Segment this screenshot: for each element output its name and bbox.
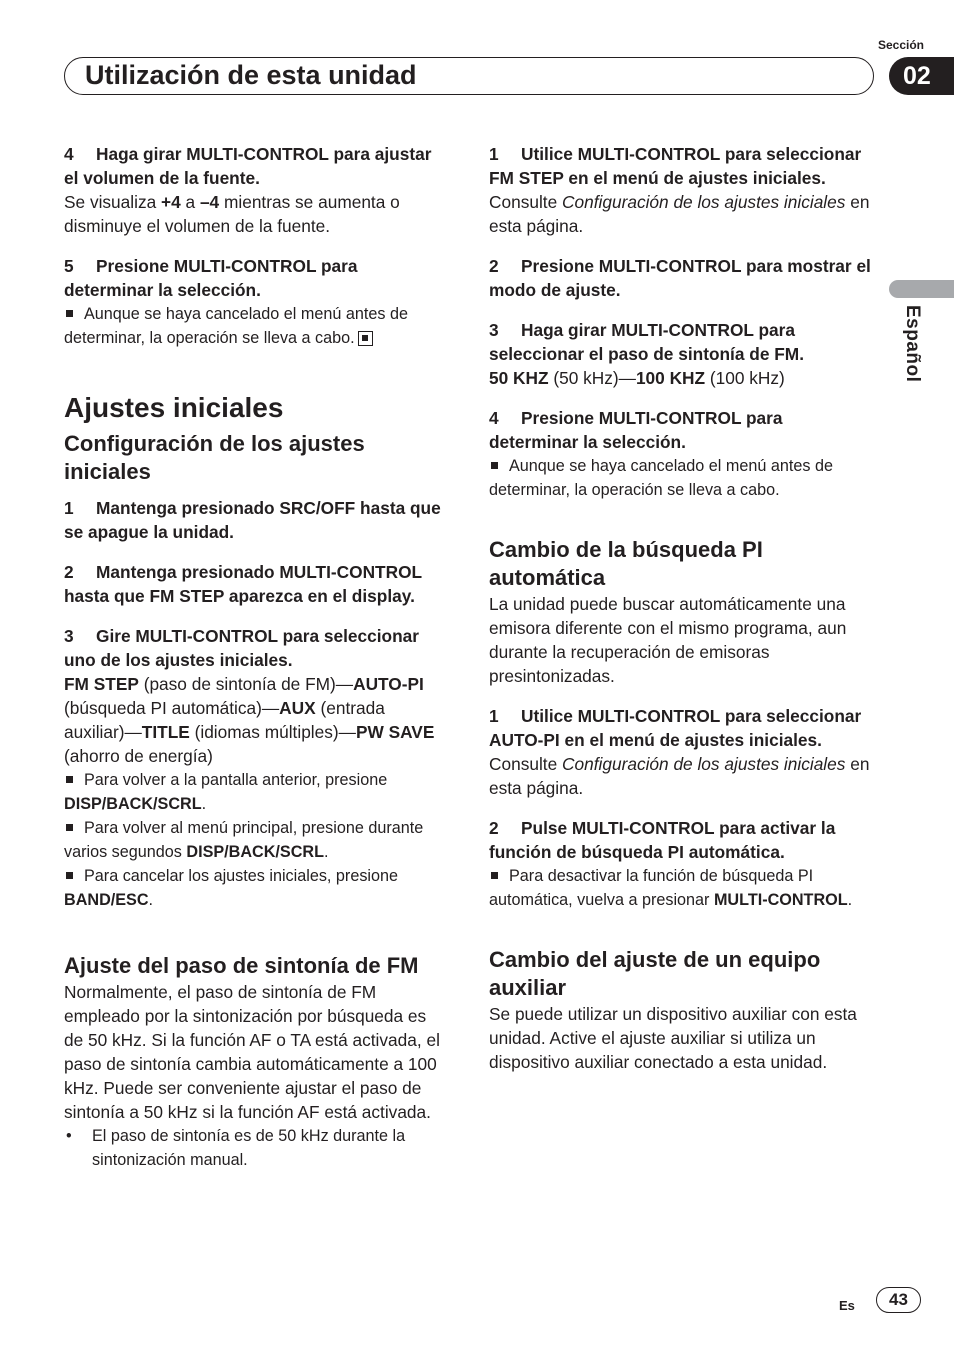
text-run: en esta página. xyxy=(489,192,870,236)
step-number: 4 xyxy=(64,144,74,164)
square-bullet-icon xyxy=(66,776,73,783)
subsection-heading: Cambio de la búsqueda PI automática xyxy=(489,537,763,590)
square-bullet-icon xyxy=(66,872,73,879)
bold-run: BAND/ESC xyxy=(64,891,149,909)
step-text: Pulse MULTI-CONTROL para activar la función de búsqueda PI automática. xyxy=(489,818,836,862)
note-item xyxy=(64,864,450,912)
bold-run: FM STEP xyxy=(64,674,139,694)
step-heading xyxy=(489,142,875,190)
bullet-item xyxy=(64,1124,450,1172)
text-run: (búsqueda PI automática)— xyxy=(64,698,280,718)
note-item xyxy=(489,864,875,912)
square-bullet-icon xyxy=(491,462,498,469)
step-heading xyxy=(489,254,875,302)
section-number-tab: 02 xyxy=(889,57,954,95)
text-run: (entrada auxiliar)— xyxy=(64,698,385,742)
text-run: . xyxy=(148,891,154,909)
note-item xyxy=(64,816,450,864)
note-text: Aunque se haya cancelado el menú antes de determinar, la operación se lleva a cabo. xyxy=(489,457,833,499)
step-number: 4 xyxy=(489,408,499,428)
text-run: (100 kHz) xyxy=(705,368,785,388)
bullet-text: El paso de sintonía es de 50 kHz durante la sintonización manual. xyxy=(92,1127,406,1169)
bold-run: PW SAVE xyxy=(355,722,435,742)
text-run: Se visualiza xyxy=(64,192,162,212)
step-number: 1 xyxy=(489,706,499,726)
step-number: 2 xyxy=(489,256,499,276)
step-number: 1 xyxy=(489,144,499,164)
page-title: Utilización de esta unidad xyxy=(85,60,417,90)
end-mark-icon xyxy=(358,331,373,346)
text-run: Consulte xyxy=(489,754,563,774)
step-number: 2 xyxy=(64,562,74,582)
body-text: La unidad puede buscar automáticamente una emisora diferente con el mismo programa, aun durante la recuperación de emisoras presintonizadas. xyxy=(489,594,847,686)
note-text: Aunque se haya cancelado el menú antes de determinar, la operación se lleva a cabo. xyxy=(64,305,408,347)
step-text: Presione MULTI-CONTROL para mostrar el modo de ajuste. xyxy=(489,256,871,300)
text-run: (ahorro de energía) xyxy=(64,746,213,766)
subsection-heading: Ajuste del paso de sintonía de FM xyxy=(64,953,419,978)
step-number: 2 xyxy=(489,818,499,838)
step-number: 3 xyxy=(489,320,499,340)
step-heading xyxy=(64,254,450,302)
footer-language-code: Es xyxy=(839,1298,855,1313)
step-heading xyxy=(489,704,875,752)
text-run: (paso de sintonía de FM)— xyxy=(138,674,354,694)
step-text: Mantenga presionado MULTI-CONTROL hasta que FM STEP aparezca en el display. xyxy=(64,562,422,606)
bullet-dot: • xyxy=(66,1127,72,1145)
header-bar xyxy=(64,57,874,95)
cross-reference: Configuración de los ajustes iniciales xyxy=(562,192,846,212)
right-column xyxy=(489,142,875,1074)
step-heading xyxy=(64,624,450,672)
step-text: Presione MULTI-CONTROL para determinar la selección. xyxy=(489,408,783,452)
bold-run: AUTO-PI xyxy=(353,674,424,694)
step-text: Presione MULTI-CONTROL para determinar la selección. xyxy=(64,256,358,300)
bold-run: 100 KHZ xyxy=(635,368,706,388)
text-run: en esta página. xyxy=(489,754,870,798)
step-number: 1 xyxy=(64,498,74,518)
step-heading xyxy=(64,142,450,190)
step-text: Utilice MULTI-CONTROL para seleccionar AUTO-PI en el menú de ajustes iniciales. xyxy=(489,706,862,750)
language-label: Español xyxy=(902,305,923,383)
language-tab xyxy=(889,280,954,298)
body-text: Se puede utilizar un dispositivo auxiliar con esta unidad. Active el ajuste auxiliar si utiliza un dispositivo auxiliar conectado a esta unidad. xyxy=(489,1004,857,1072)
text-run: . xyxy=(324,843,329,861)
bold-run: MULTI-CONTROL xyxy=(713,891,848,909)
body-text xyxy=(489,752,875,800)
text-run: (idiomas múltiples)— xyxy=(189,722,356,742)
text-run: . xyxy=(847,891,853,909)
bold-run: AUX xyxy=(279,698,316,718)
body-text xyxy=(64,190,450,238)
body-text xyxy=(64,672,450,768)
step-text: Mantenga presionado SRC/OFF hasta que se apague la unidad. xyxy=(64,498,441,542)
page-number: 43 xyxy=(876,1287,921,1313)
text-run: . xyxy=(201,795,207,813)
body-text xyxy=(489,366,875,390)
note-text: Para desactivar la función de búsqueda PI automática, vuelva a presionar xyxy=(489,867,814,909)
subsection-heading: Cambio del ajuste de un equipo auxiliar xyxy=(489,947,821,1000)
section-heading: Ajustes iniciales xyxy=(64,392,284,423)
square-bullet-icon xyxy=(66,310,73,317)
text-run: Consulte xyxy=(489,192,563,212)
bold-run: –4 xyxy=(199,192,220,212)
section-label: Sección xyxy=(877,38,925,52)
step-text: Haga girar MULTI-CONTROL para seleccionar el paso de sintonía de FM. xyxy=(489,320,804,364)
step-text: Haga girar MULTI-CONTROL para ajustar el volumen de la fuente. xyxy=(64,144,432,188)
step-number: 3 xyxy=(64,626,74,646)
step-heading xyxy=(64,496,450,544)
step-heading xyxy=(489,318,875,366)
bold-run: TITLE xyxy=(141,722,190,742)
body-text xyxy=(489,190,875,238)
note-item xyxy=(64,768,450,816)
bold-run: 50 KHZ xyxy=(489,368,549,388)
note-text: Para volver al menú principal, presione durante varios segundos xyxy=(64,819,424,861)
note-text: Para cancelar los ajustes iniciales, presione xyxy=(84,867,399,885)
step-heading xyxy=(489,406,875,454)
note-text: Para volver a la pantalla anterior, presione xyxy=(84,771,388,789)
step-heading xyxy=(64,560,450,608)
text-run: a xyxy=(180,192,200,212)
step-number: 5 xyxy=(64,256,74,276)
bold-run: DISP/BACK/SCRL xyxy=(64,795,202,813)
square-bullet-icon xyxy=(66,824,73,831)
cross-reference: Configuración de los ajustes iniciales xyxy=(562,754,846,774)
note-item xyxy=(489,454,875,502)
text-run: mientras se aumenta o disminuye el volumen de la fuente. xyxy=(64,192,400,236)
bold-run: DISP/BACK/SCRL xyxy=(186,843,324,861)
subsection-heading: Configuración de los ajustes iniciales xyxy=(64,431,365,484)
step-heading xyxy=(489,816,875,864)
step-text: Gire MULTI-CONTROL para seleccionar uno de los ajustes iniciales. xyxy=(64,626,419,670)
bold-run: +4 xyxy=(161,192,181,212)
text-run: (50 kHz)— xyxy=(548,368,636,388)
body-text: Normalmente, el paso de sintonía de FM empleado por la sintonización por búsqueda es de 50 kHz. Si la función AF o TA está activada, el paso de sintonía cambia automáticamente a 100 kHz. Puede ser conveniente ajustar el paso de sintonía a 50 kHz si la función AF está activada. xyxy=(64,982,440,1122)
left-column xyxy=(64,142,450,1172)
step-text: Utilice MULTI-CONTROL para seleccionar FM STEP en el menú de ajustes iniciales. xyxy=(489,144,862,188)
note-item xyxy=(64,302,450,350)
square-bullet-icon xyxy=(491,872,498,879)
